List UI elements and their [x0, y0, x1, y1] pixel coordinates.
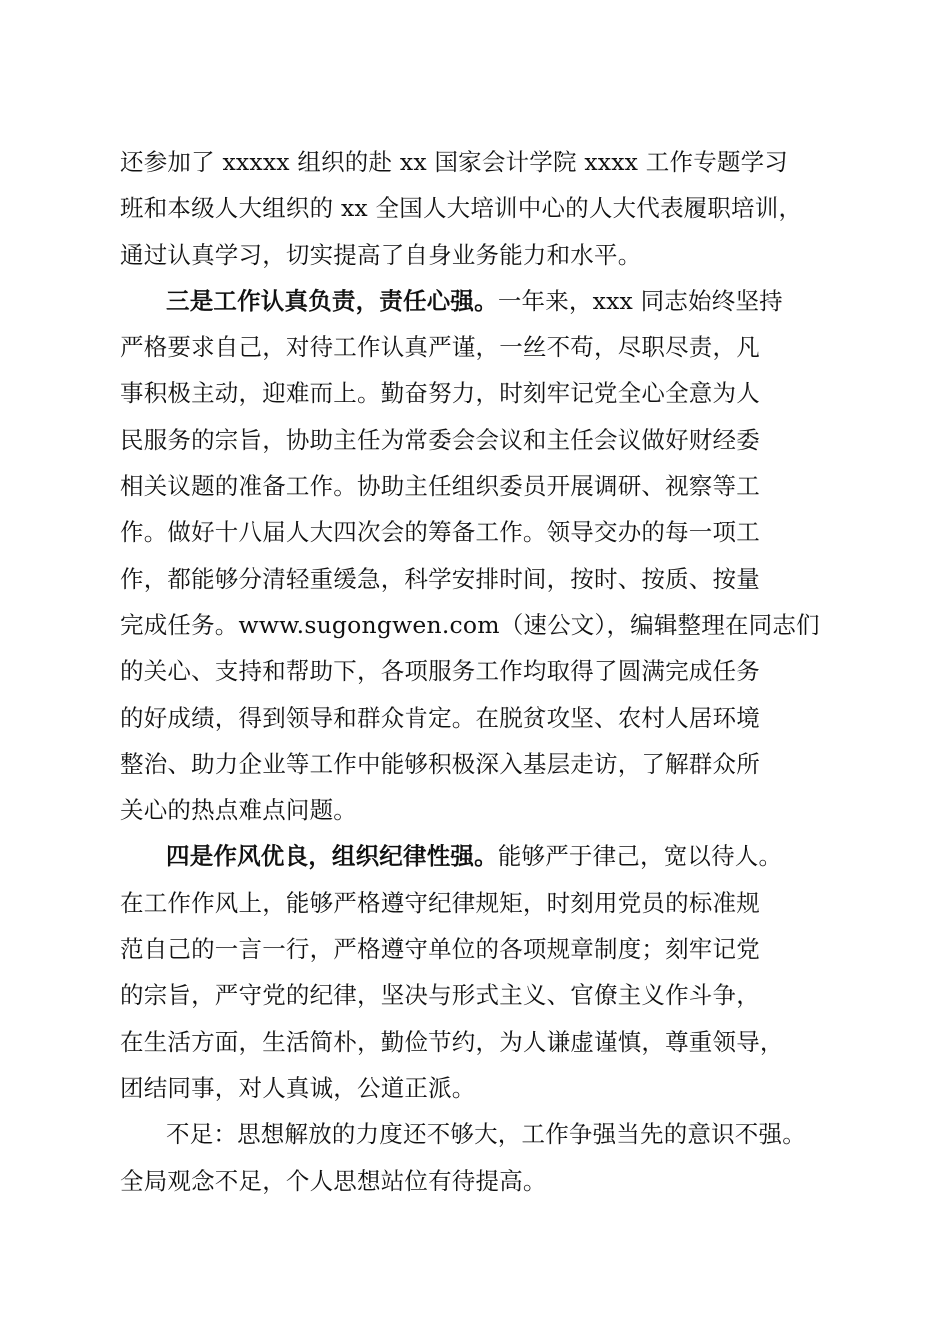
text-line: 在工作作风上，能够严格遵守纪律规矩，时刻用党员的标准规: [120, 888, 760, 917]
text-line-first: 不足：思想解放的力度还不够大，工作争强当先的意识不强。: [166, 1120, 806, 1149]
text-line: 通过认真学习，切实提高了自身业务能力和水平。: [120, 240, 642, 269]
section-heading-discipline: 四是作风优良，组织纪律性强。: [166, 842, 498, 871]
document-page: [120, 139, 840, 1204]
text-line: 的好成绩，得到领导和群众肯定。在脱贫攻坚、农村人居环境: [120, 703, 760, 732]
text-line: 关心的热点难点问题。: [120, 796, 357, 825]
text-line: 全局观念不足，个人思想站位有待提高。: [120, 1166, 547, 1195]
text-line: 作。做好十八届人大四次会的筹备工作。领导交办的每一项工: [120, 518, 760, 547]
paragraph-training: [120, 139, 840, 278]
text-line: 在生活方面，生活简朴，勤俭节约，为人谦虚谨慎，尊重领导，: [120, 1027, 784, 1056]
text-line: 团结同事，对人真诚，公道正派。: [120, 1073, 476, 1102]
text-run: 能够严于律己，宽以待人。: [497, 842, 783, 871]
text-line: 民服务的宗旨，协助主任为常委会会议和主任会议做好财经委: [120, 425, 760, 454]
paragraph-responsibility: [120, 278, 840, 834]
paragraph-discipline: [120, 833, 840, 1111]
text-line: 相关议题的准备工作。协助主任组织委员开展调研、视察等工: [120, 472, 760, 501]
text-line-first: [120, 833, 840, 879]
section-heading-responsibility: 三是工作认真负责，责任心强。: [166, 286, 498, 315]
text-line-first: [120, 278, 840, 324]
text-line: 作，都能够分清轻重缓急，科学安排时间，按时、按质、按量: [120, 564, 760, 593]
text-line: 完成任务。www.sugongwen.com（速公文），编辑整理在同志们: [120, 610, 820, 639]
text-line: 的关心、支持和帮助下，各项服务工作均取得了圆满完成任务: [120, 657, 760, 686]
text-run: 一年来，xxx 同志始终坚持: [497, 286, 783, 315]
text-line: 班和本级人大组织的 xx 全国人大培训中心的人大代表履职培训，: [120, 194, 803, 223]
text-line: 事积极主动，迎难而上。勤奋努力，时刻牢记党全心全意为人: [120, 379, 760, 408]
text-line: 还参加了 xxxxx 组织的赴 xx 国家会计学院 xxxx 工作专题学习: [120, 148, 789, 176]
text-line: 严格要求自己，对待工作认真严谨，一丝不苟，尽职尽责，凡: [120, 333, 760, 362]
text-line: 整治、助力企业等工作中能够积极深入基层走访，了解群众所: [120, 749, 760, 778]
text-line: 范自己的一言一行，严格遵守单位的各项规章制度；刻牢记党: [120, 935, 760, 964]
text-line: 的宗旨，严守党的纪律，坚决与形式主义、官僚主义作斗争，: [120, 981, 760, 1010]
paragraph-shortcomings: [120, 1111, 840, 1204]
